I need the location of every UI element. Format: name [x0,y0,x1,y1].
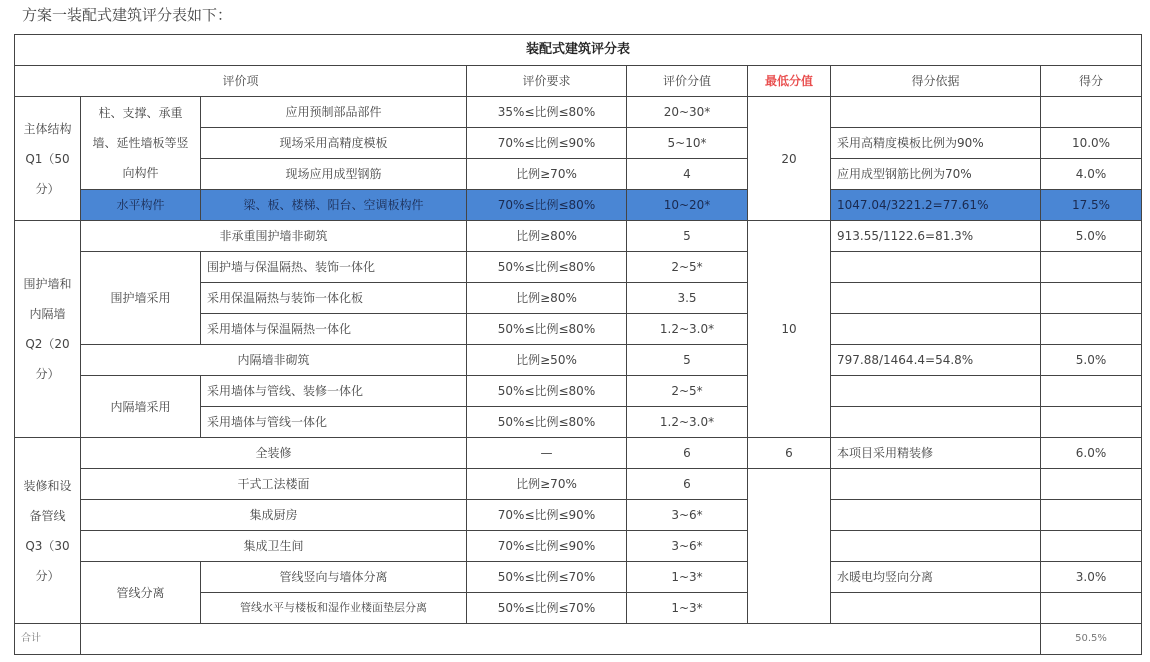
requirement: 70%≤比例≤90% [467,128,627,159]
item: 内隔墙非砌筑 [81,345,467,376]
header-min-score: 最低分值 [748,66,831,97]
sub-horizontal: 水平构件 [81,190,201,221]
score-value: 5~10* [627,128,748,159]
item: 非承重围护墙非砌筑 [81,221,467,252]
score-value: 1.2~3.0* [627,314,748,345]
score-value: 20~30* [627,97,748,128]
requirement: 50%≤比例≤80% [467,252,627,283]
header-requirement: 评价要求 [467,66,627,97]
header-item: 评价项 [15,66,467,97]
requirement: 50%≤比例≤80% [467,376,627,407]
item: 梁、板、楼梯、阳台、空调板构件 [201,190,467,221]
score [1041,252,1142,283]
table-row [15,376,1142,407]
item: 采用墙体与管线、装修一体化 [201,376,467,407]
item: 集成卫生间 [81,531,467,562]
score-value: 1.2~3.0* [627,407,748,438]
total-score: 50.5% [1041,624,1142,655]
table-row [15,438,1142,469]
basis [831,593,1041,624]
score-value: 1~3* [627,593,748,624]
score: 6.0% [1041,438,1142,469]
score: 3.0% [1041,562,1142,593]
score: 4.0% [1041,159,1142,190]
requirement: 比例≥80% [467,221,627,252]
requirement: 35%≤比例≤80% [467,97,627,128]
score: 17.5% [1041,190,1142,221]
requirement: 比例≥50% [467,345,627,376]
score-value: 6 [627,469,748,500]
score: 10.0% [1041,128,1142,159]
table-title: 装配式建筑评分表 [15,35,1142,66]
item: 管线水平与楼板和湿作业楼面垫层分离 [201,593,467,624]
score [1041,97,1142,128]
requirement: 50%≤比例≤80% [467,314,627,345]
table-row [15,531,1142,562]
basis [831,252,1041,283]
caption: 方案一装配式建筑评分表如下： [22,6,233,24]
item: 管线竖向与墙体分离 [201,562,467,593]
score-value: 1~3* [627,562,748,593]
score [1041,283,1142,314]
item: 全装修 [81,438,467,469]
header-score-value: 评价分值 [627,66,748,97]
score [1041,531,1142,562]
min-q1: 20 [748,97,831,221]
min-q2: 10 [748,221,831,438]
sub-vertical: 柱、支撑、承重墙、延性墙板等竖向构件 [81,97,201,190]
score-value: 6 [627,438,748,469]
table-row [15,221,1142,252]
min-empty [748,469,831,624]
table-row-highlighted [15,190,1142,221]
item: 采用墙体与保温隔热一体化 [201,314,467,345]
score: 5.0% [1041,345,1142,376]
score [1041,376,1142,407]
basis [831,283,1041,314]
total-label: 合计 [15,624,81,655]
min-q3: 6 [748,438,831,469]
basis [831,469,1041,500]
group-q1: 主体结构Q1（50分） [15,97,81,221]
score [1041,593,1142,624]
score-value: 3~6* [627,500,748,531]
requirement: 50%≤比例≤70% [467,562,627,593]
requirement: 70%≤比例≤80% [467,190,627,221]
basis: 797.88/1464.4=54.8% [831,345,1041,376]
requirement: — [467,438,627,469]
score-value: 2~5* [627,252,748,283]
table-row [15,345,1142,376]
group-q2: 围护墙和内隔墙Q2（20分） [15,221,81,438]
table-row [15,252,1142,283]
score-value: 10~20* [627,190,748,221]
requirement: 50%≤比例≤80% [467,407,627,438]
score [1041,314,1142,345]
item: 现场应用成型钢筋 [201,159,467,190]
score [1041,469,1142,500]
requirement: 50%≤比例≤70% [467,593,627,624]
score-value: 5 [627,221,748,252]
item: 现场采用高精度模板 [201,128,467,159]
sub-pipeline: 管线分离 [81,562,201,624]
item: 集成厨房 [81,500,467,531]
requirement: 70%≤比例≤90% [467,500,627,531]
requirement: 比例≥80% [467,283,627,314]
score-value: 3.5 [627,283,748,314]
score-value: 5 [627,345,748,376]
score-table [14,34,1142,655]
basis: 采用高精度模板比例为90% [831,128,1041,159]
basis [831,97,1041,128]
sub-partition: 内隔墙采用 [81,376,201,438]
item: 干式工法楼面 [81,469,467,500]
basis [831,407,1041,438]
score-value: 2~5* [627,376,748,407]
table-row [15,562,1142,593]
basis [831,531,1041,562]
score [1041,500,1142,531]
requirement: 比例≥70% [467,159,627,190]
score-value: 4 [627,159,748,190]
basis [831,314,1041,345]
total-empty [81,624,1041,655]
basis [831,500,1041,531]
score [1041,407,1142,438]
basis: 913.55/1122.6=81.3% [831,221,1041,252]
header-basis: 得分依据 [831,66,1041,97]
requirement: 比例≥70% [467,469,627,500]
basis: 应用成型钢筋比例为70% [831,159,1041,190]
table-row [15,469,1142,500]
header-score: 得分 [1041,66,1142,97]
item: 采用墙体与管线一体化 [201,407,467,438]
score-value: 3~6* [627,531,748,562]
basis: 本项目采用精装修 [831,438,1041,469]
total-row [15,624,1142,655]
table-row [15,500,1142,531]
group-q3: 装修和设备管线Q3（30分） [15,438,81,624]
sub-envelope: 围护墙采用 [81,252,201,345]
requirement: 70%≤比例≤90% [467,531,627,562]
table-row [15,97,1142,128]
item: 围护墙与保温隔热、装饰一体化 [201,252,467,283]
basis: 1047.04/3221.2=77.61% [831,190,1041,221]
item: 应用预制部品部件 [201,97,467,128]
basis: 水暖电均竖向分离 [831,562,1041,593]
score: 5.0% [1041,221,1142,252]
item: 采用保温隔热与装饰一体化板 [201,283,467,314]
basis [831,376,1041,407]
